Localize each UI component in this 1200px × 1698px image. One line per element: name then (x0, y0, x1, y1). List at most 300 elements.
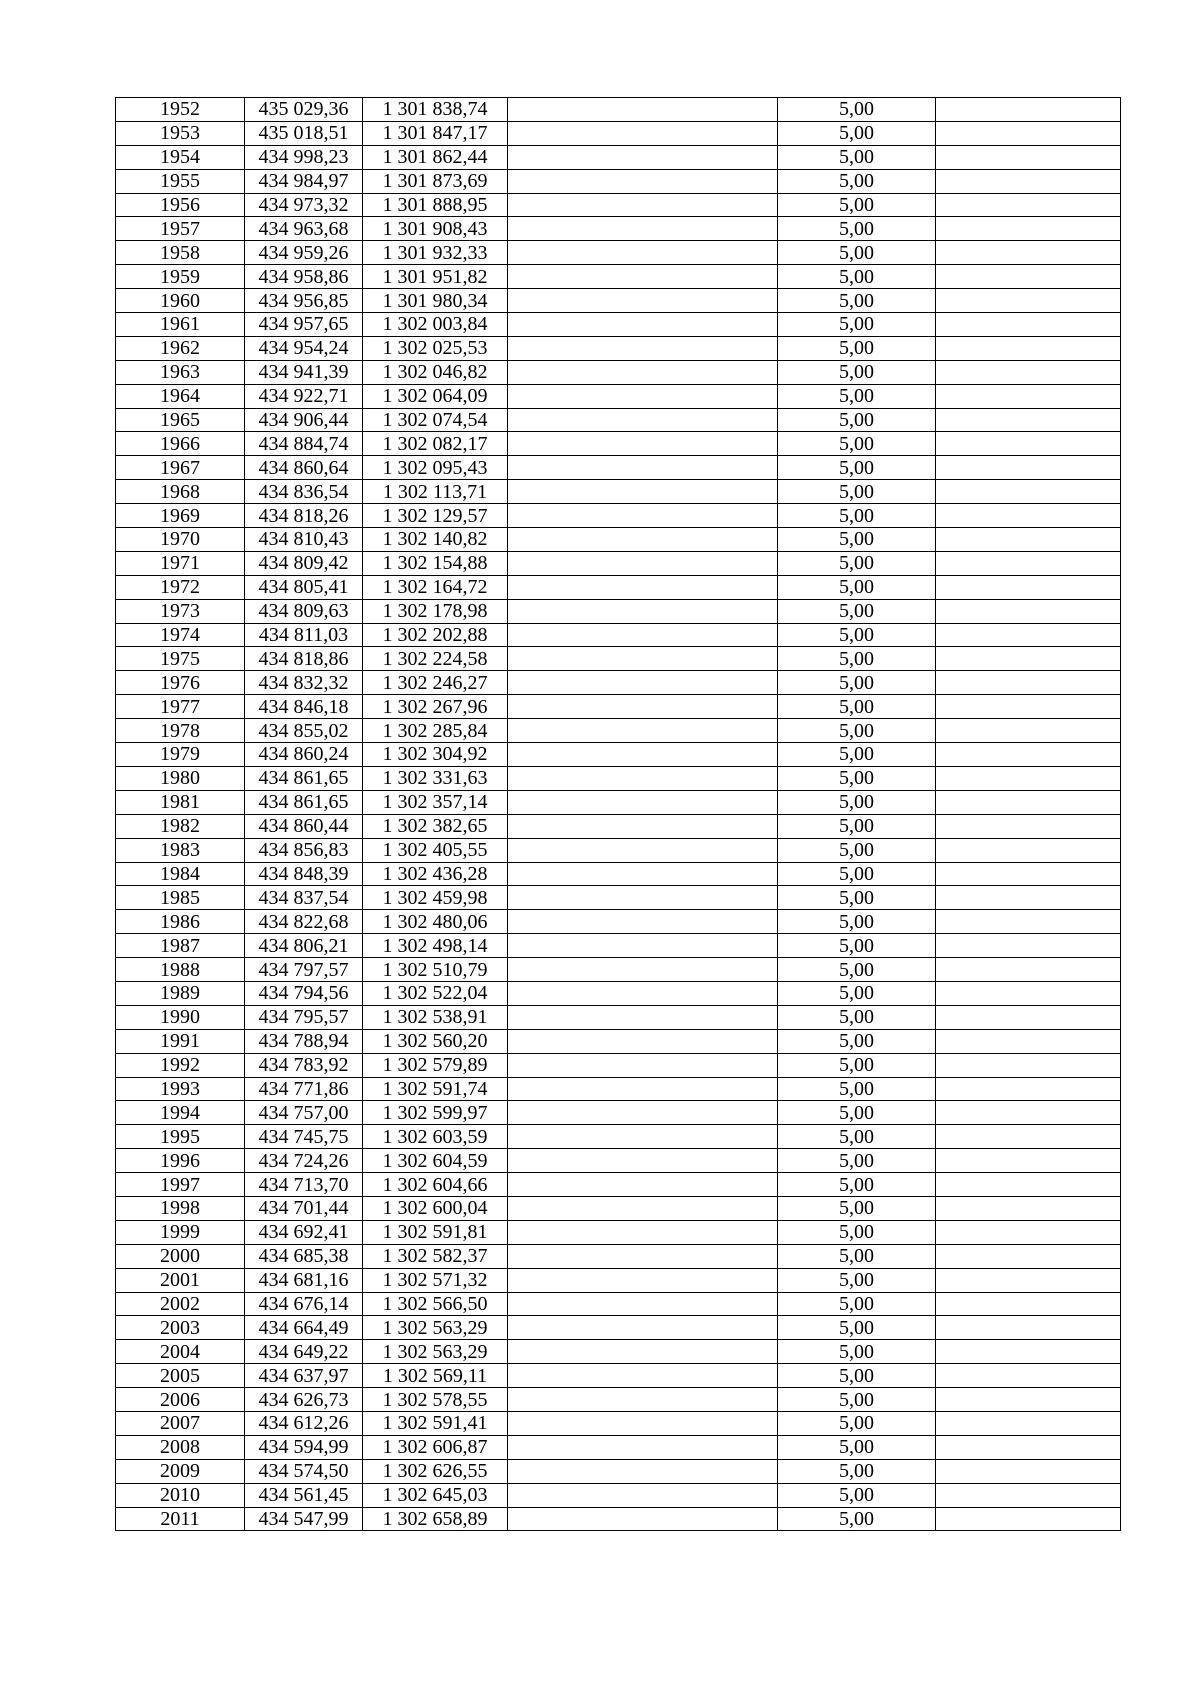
empty-cell (936, 838, 1121, 862)
table-row (116, 1125, 1121, 1149)
point-number-cell: 1998 (116, 1196, 245, 1220)
y-coordinate-cell: 1 302 522,04 (363, 981, 508, 1005)
empty-cell (936, 1316, 1121, 1340)
value-cell: 5,00 (778, 528, 936, 552)
y-coordinate-cell: 1 301 908,43 (363, 217, 508, 241)
empty-cell (508, 217, 778, 241)
empty-cell (508, 1268, 778, 1292)
value-cell: 5,00 (778, 1101, 936, 1125)
point-number-cell: 2002 (116, 1292, 245, 1316)
x-coordinate-cell: 434 574,50 (245, 1459, 363, 1483)
table-row (116, 1005, 1121, 1029)
empty-cell (936, 862, 1121, 886)
coordinates-table-body (116, 98, 1121, 1531)
table-row (116, 241, 1121, 265)
y-coordinate-cell: 1 302 246,27 (363, 671, 508, 695)
empty-cell (936, 193, 1121, 217)
x-coordinate-cell: 435 029,36 (245, 98, 363, 122)
y-coordinate-cell: 1 302 154,88 (363, 551, 508, 575)
value-cell: 5,00 (778, 1435, 936, 1459)
empty-cell (936, 432, 1121, 456)
value-cell: 5,00 (778, 814, 936, 838)
empty-cell (508, 1173, 778, 1197)
table-row (116, 1149, 1121, 1173)
y-coordinate-cell: 1 302 604,66 (363, 1173, 508, 1197)
y-coordinate-cell: 1 301 847,17 (363, 121, 508, 145)
value-cell: 5,00 (778, 862, 936, 886)
empty-cell (508, 1101, 778, 1125)
y-coordinate-cell: 1 302 178,98 (363, 599, 508, 623)
coordinates-table (115, 97, 1121, 1531)
empty-cell (936, 360, 1121, 384)
empty-cell (508, 862, 778, 886)
x-coordinate-cell: 434 984,97 (245, 169, 363, 193)
table-row (116, 981, 1121, 1005)
value-cell: 5,00 (778, 981, 936, 1005)
empty-cell (936, 958, 1121, 982)
table-row (116, 934, 1121, 958)
point-number-cell: 2008 (116, 1435, 245, 1459)
point-number-cell: 2009 (116, 1459, 245, 1483)
empty-cell (508, 695, 778, 719)
y-coordinate-cell: 1 302 140,82 (363, 528, 508, 552)
value-cell: 5,00 (778, 384, 936, 408)
empty-cell (936, 1483, 1121, 1507)
y-coordinate-cell: 1 302 566,50 (363, 1292, 508, 1316)
table-row (116, 958, 1121, 982)
x-coordinate-cell: 434 745,75 (245, 1125, 363, 1149)
table-row (116, 1101, 1121, 1125)
x-coordinate-cell: 434 860,64 (245, 456, 363, 480)
value-cell: 5,00 (778, 1411, 936, 1435)
empty-cell (936, 886, 1121, 910)
x-coordinate-cell: 434 637,97 (245, 1364, 363, 1388)
x-coordinate-cell: 434 836,54 (245, 480, 363, 504)
table-row (116, 719, 1121, 743)
y-coordinate-cell: 1 302 064,09 (363, 384, 508, 408)
empty-cell (508, 408, 778, 432)
value-cell: 5,00 (778, 1220, 936, 1244)
point-number-cell: 2006 (116, 1388, 245, 1412)
table-row (116, 575, 1121, 599)
empty-cell (936, 1053, 1121, 1077)
empty-cell (508, 575, 778, 599)
x-coordinate-cell: 434 795,57 (245, 1005, 363, 1029)
x-coordinate-cell: 434 771,86 (245, 1077, 363, 1101)
value-cell: 5,00 (778, 1364, 936, 1388)
empty-cell (508, 934, 778, 958)
table-row (116, 360, 1121, 384)
x-coordinate-cell: 434 954,24 (245, 336, 363, 360)
point-number-cell: 1968 (116, 480, 245, 504)
x-coordinate-cell: 434 757,00 (245, 1101, 363, 1125)
empty-cell (508, 360, 778, 384)
value-cell: 5,00 (778, 504, 936, 528)
empty-cell (508, 1435, 778, 1459)
empty-cell (936, 719, 1121, 743)
empty-cell (508, 766, 778, 790)
y-coordinate-cell: 1 302 304,92 (363, 743, 508, 767)
table-row (116, 1196, 1121, 1220)
table-row (116, 145, 1121, 169)
empty-cell (508, 193, 778, 217)
y-coordinate-cell: 1 302 382,65 (363, 814, 508, 838)
point-number-cell: 2010 (116, 1483, 245, 1507)
y-coordinate-cell: 1 302 591,74 (363, 1077, 508, 1101)
empty-cell (936, 1268, 1121, 1292)
value-cell: 5,00 (778, 1053, 936, 1077)
table-row (116, 1411, 1121, 1435)
empty-cell (508, 958, 778, 982)
value-cell: 5,00 (778, 1507, 936, 1531)
empty-cell (936, 241, 1121, 265)
point-number-cell: 1955 (116, 169, 245, 193)
empty-cell (936, 480, 1121, 504)
empty-cell (936, 1388, 1121, 1412)
value-cell: 5,00 (778, 1459, 936, 1483)
empty-cell (936, 1149, 1121, 1173)
x-coordinate-cell: 434 941,39 (245, 360, 363, 384)
table-row (116, 1388, 1121, 1412)
point-number-cell: 2011 (116, 1507, 245, 1531)
x-coordinate-cell: 434 805,41 (245, 575, 363, 599)
y-coordinate-cell: 1 302 331,63 (363, 766, 508, 790)
table-row (116, 671, 1121, 695)
y-coordinate-cell: 1 302 538,91 (363, 1005, 508, 1029)
empty-cell (936, 313, 1121, 337)
point-number-cell: 1963 (116, 360, 245, 384)
empty-cell (936, 1029, 1121, 1053)
empty-cell (508, 313, 778, 337)
point-number-cell: 1977 (116, 695, 245, 719)
empty-cell (936, 289, 1121, 313)
x-coordinate-cell: 434 956,85 (245, 289, 363, 313)
point-number-cell: 1996 (116, 1149, 245, 1173)
table-row (116, 862, 1121, 886)
point-number-cell: 1991 (116, 1029, 245, 1053)
empty-cell (508, 719, 778, 743)
empty-cell (508, 886, 778, 910)
empty-cell (508, 145, 778, 169)
y-coordinate-cell: 1 301 980,34 (363, 289, 508, 313)
table-row (116, 599, 1121, 623)
empty-cell (936, 743, 1121, 767)
x-coordinate-cell: 434 860,44 (245, 814, 363, 838)
y-coordinate-cell: 1 302 095,43 (363, 456, 508, 480)
empty-cell (508, 265, 778, 289)
x-coordinate-cell: 434 676,14 (245, 1292, 363, 1316)
empty-cell (508, 1196, 778, 1220)
empty-cell (936, 217, 1121, 241)
y-coordinate-cell: 1 301 873,69 (363, 169, 508, 193)
y-coordinate-cell: 1 301 838,74 (363, 98, 508, 122)
table-row (116, 98, 1121, 122)
empty-cell (936, 1125, 1121, 1149)
y-coordinate-cell: 1 301 951,82 (363, 265, 508, 289)
empty-cell (508, 1077, 778, 1101)
point-number-cell: 1972 (116, 575, 245, 599)
empty-cell (936, 1340, 1121, 1364)
table-row (116, 432, 1121, 456)
y-coordinate-cell: 1 302 046,82 (363, 360, 508, 384)
value-cell: 5,00 (778, 1340, 936, 1364)
value-cell: 5,00 (778, 910, 936, 934)
empty-cell (508, 1220, 778, 1244)
value-cell: 5,00 (778, 671, 936, 695)
table-row (116, 1173, 1121, 1197)
y-coordinate-cell: 1 302 285,84 (363, 719, 508, 743)
point-number-cell: 1975 (116, 647, 245, 671)
table-row (116, 838, 1121, 862)
empty-cell (936, 671, 1121, 695)
empty-cell (508, 480, 778, 504)
table-row (116, 790, 1121, 814)
y-coordinate-cell: 1 302 600,04 (363, 1196, 508, 1220)
y-coordinate-cell: 1 301 862,44 (363, 145, 508, 169)
value-cell: 5,00 (778, 313, 936, 337)
point-number-cell: 1958 (116, 241, 245, 265)
table-row (116, 743, 1121, 767)
value-cell: 5,00 (778, 934, 936, 958)
point-number-cell: 1994 (116, 1101, 245, 1125)
point-number-cell: 1979 (116, 743, 245, 767)
y-coordinate-cell: 1 302 025,53 (363, 336, 508, 360)
empty-cell (936, 1220, 1121, 1244)
value-cell: 5,00 (778, 336, 936, 360)
table-row (116, 1507, 1121, 1531)
point-number-cell: 1971 (116, 551, 245, 575)
table-row (116, 1220, 1121, 1244)
point-number-cell: 1959 (116, 265, 245, 289)
empty-cell (508, 1244, 778, 1268)
x-coordinate-cell: 434 958,86 (245, 265, 363, 289)
empty-cell (936, 695, 1121, 719)
value-cell: 5,00 (778, 241, 936, 265)
point-number-cell: 1988 (116, 958, 245, 982)
point-number-cell: 1960 (116, 289, 245, 313)
value-cell: 5,00 (778, 790, 936, 814)
x-coordinate-cell: 434 884,74 (245, 432, 363, 456)
empty-cell (936, 121, 1121, 145)
x-coordinate-cell: 434 809,63 (245, 599, 363, 623)
table-row (116, 1340, 1121, 1364)
y-coordinate-cell: 1 302 563,29 (363, 1340, 508, 1364)
point-number-cell: 1984 (116, 862, 245, 886)
empty-cell (936, 1507, 1121, 1531)
value-cell: 5,00 (778, 360, 936, 384)
table-row (116, 623, 1121, 647)
y-coordinate-cell: 1 302 603,59 (363, 1125, 508, 1149)
point-number-cell: 1965 (116, 408, 245, 432)
empty-cell (508, 647, 778, 671)
x-coordinate-cell: 435 018,51 (245, 121, 363, 145)
empty-cell (936, 456, 1121, 480)
y-coordinate-cell: 1 302 267,96 (363, 695, 508, 719)
table-row (116, 1459, 1121, 1483)
empty-cell (508, 528, 778, 552)
empty-cell (508, 289, 778, 313)
empty-cell (508, 456, 778, 480)
table-row (116, 551, 1121, 575)
empty-cell (936, 1244, 1121, 1268)
x-coordinate-cell: 434 788,94 (245, 1029, 363, 1053)
y-coordinate-cell: 1 301 932,33 (363, 241, 508, 265)
empty-cell (508, 504, 778, 528)
point-number-cell: 1981 (116, 790, 245, 814)
empty-cell (508, 169, 778, 193)
empty-cell (936, 265, 1121, 289)
x-coordinate-cell: 434 664,49 (245, 1316, 363, 1340)
empty-cell (936, 551, 1121, 575)
x-coordinate-cell: 434 612,26 (245, 1411, 363, 1435)
x-coordinate-cell: 434 818,26 (245, 504, 363, 528)
y-coordinate-cell: 1 302 591,81 (363, 1220, 508, 1244)
table-row (116, 647, 1121, 671)
empty-cell (508, 1005, 778, 1029)
table-row (116, 1029, 1121, 1053)
x-coordinate-cell: 434 649,22 (245, 1340, 363, 1364)
x-coordinate-cell: 434 809,42 (245, 551, 363, 575)
value-cell: 5,00 (778, 1483, 936, 1507)
value-cell: 5,00 (778, 121, 936, 145)
empty-cell (508, 1316, 778, 1340)
value-cell: 5,00 (778, 551, 936, 575)
empty-cell (936, 1005, 1121, 1029)
empty-cell (936, 981, 1121, 1005)
empty-cell (508, 1340, 778, 1364)
value-cell: 5,00 (778, 1077, 936, 1101)
value-cell: 5,00 (778, 169, 936, 193)
point-number-cell: 2007 (116, 1411, 245, 1435)
y-coordinate-cell: 1 302 578,55 (363, 1388, 508, 1412)
empty-cell (936, 599, 1121, 623)
empty-cell (508, 1149, 778, 1173)
point-number-cell: 1954 (116, 145, 245, 169)
y-coordinate-cell: 1 302 498,14 (363, 934, 508, 958)
value-cell: 5,00 (778, 958, 936, 982)
y-coordinate-cell: 1 302 604,59 (363, 1149, 508, 1173)
empty-cell (936, 98, 1121, 122)
value-cell: 5,00 (778, 1388, 936, 1412)
empty-cell (936, 336, 1121, 360)
table-row (116, 1244, 1121, 1268)
y-coordinate-cell: 1 302 645,03 (363, 1483, 508, 1507)
x-coordinate-cell: 434 959,26 (245, 241, 363, 265)
table-row (116, 766, 1121, 790)
empty-cell (508, 790, 778, 814)
value-cell: 5,00 (778, 838, 936, 862)
y-coordinate-cell: 1 302 202,88 (363, 623, 508, 647)
value-cell: 5,00 (778, 886, 936, 910)
y-coordinate-cell: 1 302 003,84 (363, 313, 508, 337)
empty-cell (936, 1435, 1121, 1459)
value-cell: 5,00 (778, 743, 936, 767)
x-coordinate-cell: 434 561,45 (245, 1483, 363, 1507)
table-row (116, 695, 1121, 719)
point-number-cell: 1986 (116, 910, 245, 934)
empty-cell (508, 1507, 778, 1531)
empty-cell (508, 1364, 778, 1388)
value-cell: 5,00 (778, 265, 936, 289)
empty-cell (936, 408, 1121, 432)
empty-cell (508, 1029, 778, 1053)
x-coordinate-cell: 434 594,99 (245, 1435, 363, 1459)
y-coordinate-cell: 1 302 510,79 (363, 958, 508, 982)
x-coordinate-cell: 434 806,21 (245, 934, 363, 958)
point-number-cell: 2001 (116, 1268, 245, 1292)
table-row (116, 336, 1121, 360)
value-cell: 5,00 (778, 599, 936, 623)
table-row (116, 384, 1121, 408)
x-coordinate-cell: 434 724,26 (245, 1149, 363, 1173)
empty-cell (936, 145, 1121, 169)
empty-cell (508, 98, 778, 122)
value-cell: 5,00 (778, 456, 936, 480)
point-number-cell: 1985 (116, 886, 245, 910)
empty-cell (508, 384, 778, 408)
empty-cell (508, 551, 778, 575)
x-coordinate-cell: 434 713,70 (245, 1173, 363, 1197)
y-coordinate-cell: 1 302 164,72 (363, 575, 508, 599)
table-row (116, 910, 1121, 934)
point-number-cell: 2000 (116, 1244, 245, 1268)
empty-cell (936, 1101, 1121, 1125)
x-coordinate-cell: 434 822,68 (245, 910, 363, 934)
point-number-cell: 1983 (116, 838, 245, 862)
point-number-cell: 1952 (116, 98, 245, 122)
point-number-cell: 1990 (116, 1005, 245, 1029)
x-coordinate-cell: 434 818,86 (245, 647, 363, 671)
x-coordinate-cell: 434 547,99 (245, 1507, 363, 1531)
point-number-cell: 1999 (116, 1220, 245, 1244)
table-row (116, 1364, 1121, 1388)
x-coordinate-cell: 434 832,32 (245, 671, 363, 695)
point-number-cell: 1989 (116, 981, 245, 1005)
value-cell: 5,00 (778, 193, 936, 217)
point-number-cell: 1970 (116, 528, 245, 552)
y-coordinate-cell: 1 302 459,98 (363, 886, 508, 910)
y-coordinate-cell: 1 302 569,11 (363, 1364, 508, 1388)
empty-cell (508, 981, 778, 1005)
empty-cell (508, 671, 778, 695)
table-row (116, 528, 1121, 552)
point-number-cell: 1962 (116, 336, 245, 360)
table-row (116, 886, 1121, 910)
value-cell: 5,00 (778, 719, 936, 743)
empty-cell (936, 814, 1121, 838)
value-cell: 5,00 (778, 408, 936, 432)
value-cell: 5,00 (778, 432, 936, 456)
x-coordinate-cell: 434 973,32 (245, 193, 363, 217)
empty-cell (508, 1388, 778, 1412)
y-coordinate-cell: 1 302 658,89 (363, 1507, 508, 1531)
value-cell: 5,00 (778, 1125, 936, 1149)
y-coordinate-cell: 1 302 074,54 (363, 408, 508, 432)
empty-cell (936, 1364, 1121, 1388)
x-coordinate-cell: 434 681,16 (245, 1268, 363, 1292)
y-coordinate-cell: 1 302 405,55 (363, 838, 508, 862)
point-number-cell: 1976 (116, 671, 245, 695)
point-number-cell: 1982 (116, 814, 245, 838)
empty-cell (936, 528, 1121, 552)
y-coordinate-cell: 1 302 606,87 (363, 1435, 508, 1459)
x-coordinate-cell: 434 906,44 (245, 408, 363, 432)
empty-cell (508, 743, 778, 767)
value-cell: 5,00 (778, 695, 936, 719)
table-row (116, 480, 1121, 504)
point-number-cell: 1987 (116, 934, 245, 958)
x-coordinate-cell: 434 692,41 (245, 1220, 363, 1244)
